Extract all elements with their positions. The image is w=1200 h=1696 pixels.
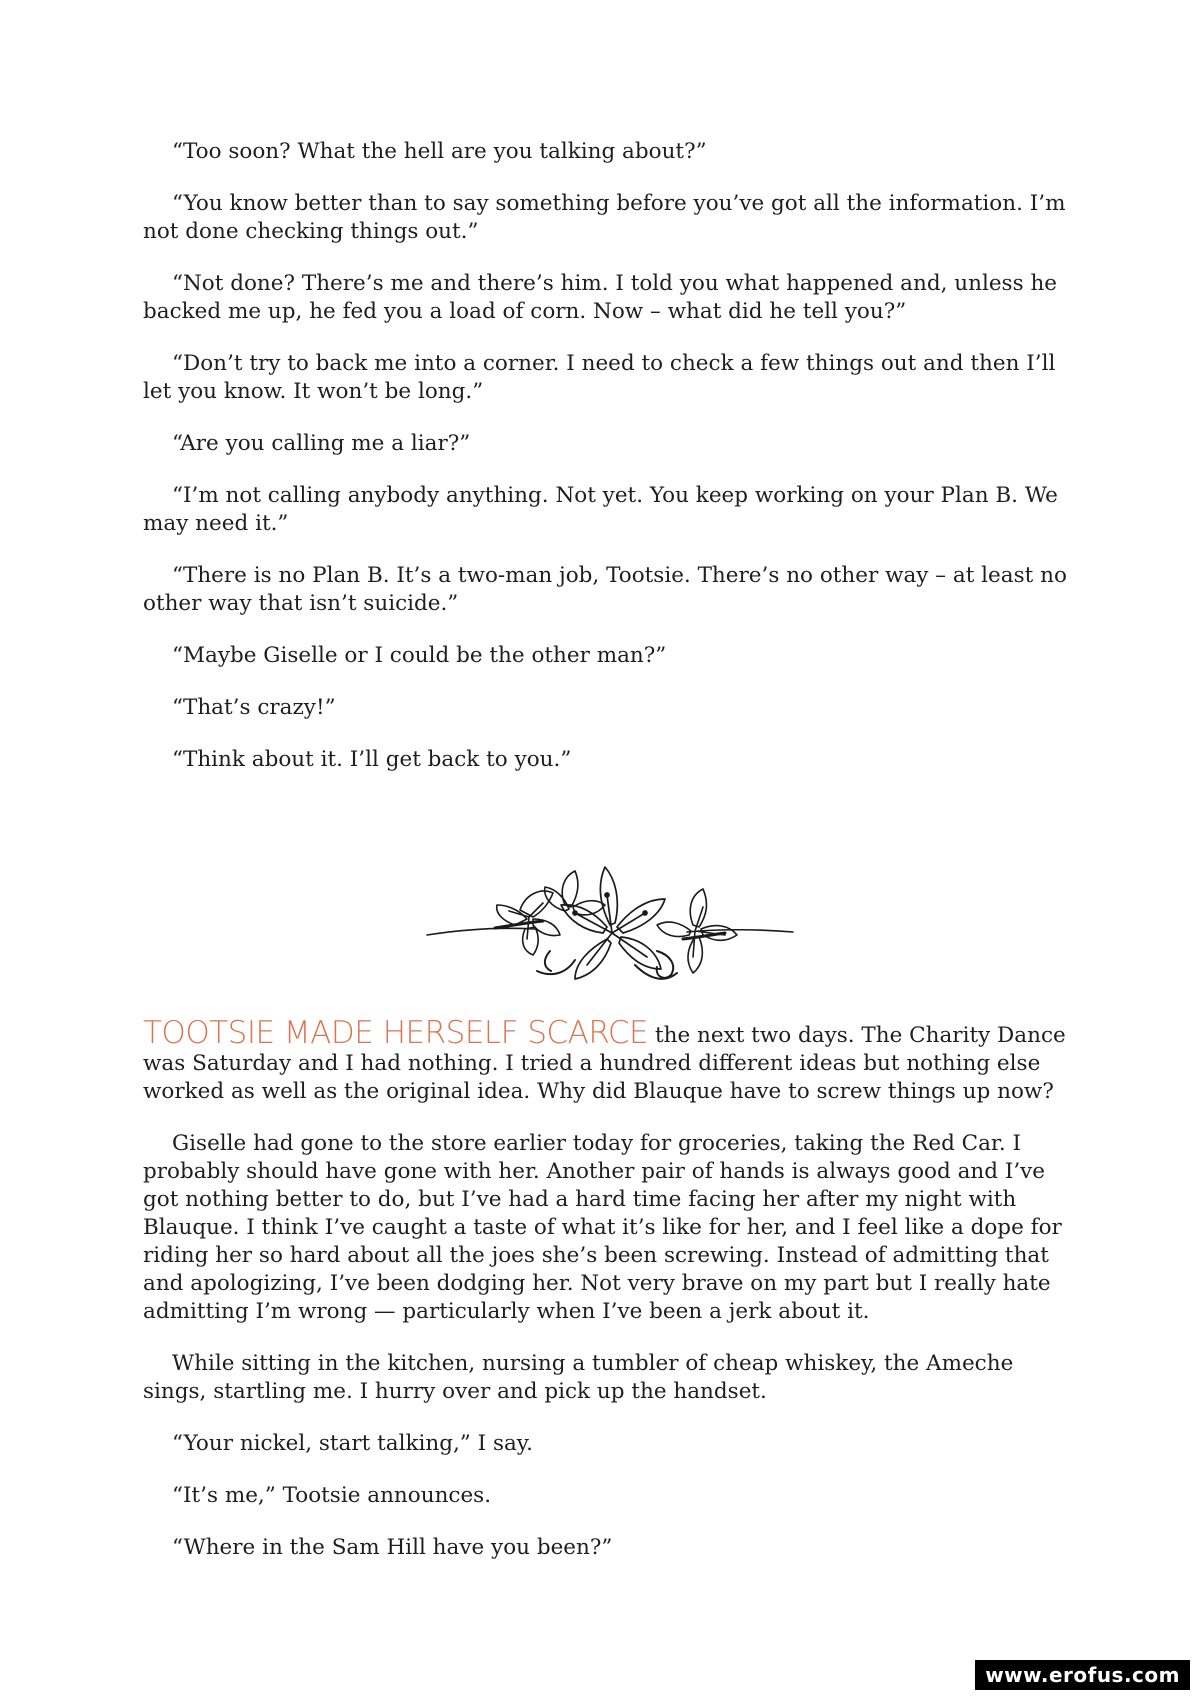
- dialogue-line: “Are you calling me a liar?”: [172, 431, 471, 456]
- chapter-opening-paragraph: [143, 1015, 1068, 1106]
- paragraph: “Your nickel, start talking,” I say.: [172, 1431, 533, 1456]
- chapter-section: [143, 1015, 1068, 1586]
- dialogue-section: [143, 138, 1068, 774]
- dialogue-line: “Don’t try to back me into a corner. I need to check a few things out and then I’ll let you know. It won’t be long.”: [143, 351, 1056, 404]
- dialogue-line: “You know better than to say something before you’ve got all the information. I’m not done checking things out.”: [143, 191, 1066, 244]
- paragraph: “It’s me,” Tootsie announces.: [172, 1483, 492, 1508]
- paragraph: “Where in the Sam Hill have you been?”: [172, 1535, 613, 1560]
- chapter-lead-in: TOOTSIE MADE HERSELF SCARCE: [143, 1015, 649, 1051]
- dialogue-line: “That’s crazy!”: [172, 695, 336, 720]
- paragraph: While sitting in the kitchen, nursing a tumbler of cheap whiskey, the Ameche sings, startling me. I hurry over and pick up the handset.: [143, 1351, 1014, 1404]
- dialogue-line: “Think about it. I’ll get back to you.”: [172, 747, 572, 772]
- opening-paragraph-text: the next two days. The Charity Dance was Saturday and I had nothing. I tried a hundred different ideas but nothing else worked as well as the original idea. Why did Blauque have to screw things up now?: [143, 1023, 1066, 1104]
- dialogue-line: “Not done? There’s me and there’s him. I told you what happened and, unless he backed me up, he fed you a load of corn. Now – what did he tell you?”: [143, 271, 1058, 324]
- watermark: www.erofus.com: [975, 1660, 1190, 1690]
- dialogue-line: “Maybe Giselle or I could be the other man?”: [172, 643, 667, 668]
- paragraph: Giselle had gone to the store earlier today for groceries, taking the Red Car. I probably should have gone with her. Another pair of hands is always good and I’ve got nothing better to do, but I’ve had a hard time facing her after my night with Blauque. I think I’ve caught a taste of what it’s like for her, and I feel like a dope for riding her so hard about all the joes she’s been screwing. Instead of admitting that and apologizing, I’ve been dodging her. Not very brave on my part but I really hate admitting I’m wrong — particularly when I’ve been a jerk about it.: [143, 1131, 1062, 1324]
- dialogue-line: “I’m not calling anybody anything. Not yet. You keep working on your Plan B. We may need it.”: [143, 483, 1058, 536]
- dialogue-line: “Too soon? What the hell are you talking about?”: [172, 139, 707, 164]
- lily-flourish-divider: [425, 855, 795, 995]
- dialogue-line: “There is no Plan B. It’s a two-man job, Tootsie. There’s no other way – at least no other way that isn’t suicide.”: [143, 563, 1067, 616]
